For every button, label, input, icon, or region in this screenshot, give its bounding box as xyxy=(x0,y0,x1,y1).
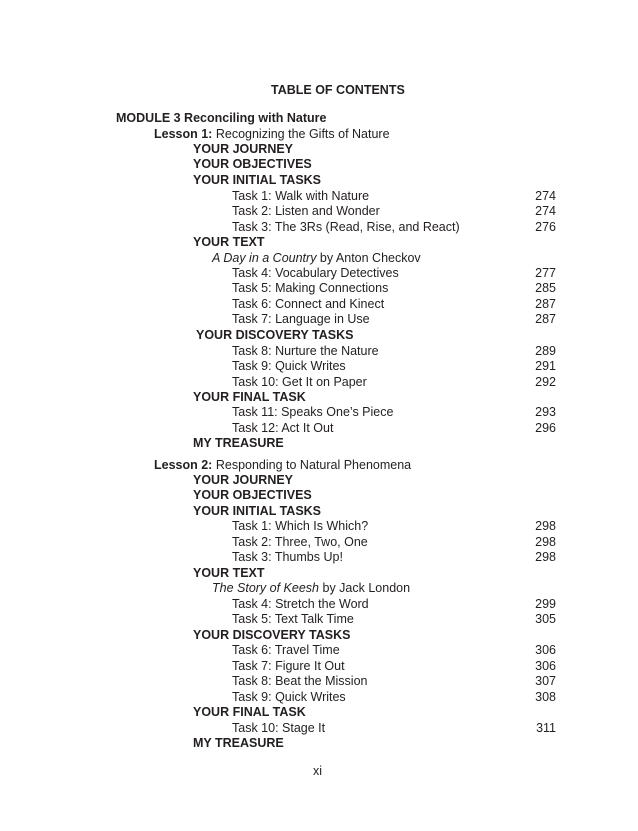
lesson-1-task-10-page: 292 xyxy=(535,375,556,389)
lesson-1-journey: YOUR JOURNEY xyxy=(193,142,294,156)
lesson-1-task-10: Task 10: Get It on Paper xyxy=(232,375,367,389)
lesson-2-your-text: YOUR TEXT xyxy=(193,566,265,580)
lesson-2-final-task: YOUR FINAL TASK xyxy=(193,705,306,719)
module-heading: MODULE 3 Reconciling with Nature xyxy=(116,111,327,125)
lesson-2-task-10-page: 311 xyxy=(536,721,556,735)
lesson-2-task-1: Task 1: Which Is Which? xyxy=(232,519,369,533)
lesson-2-discovery-tasks: YOUR DISCOVERY TASKS xyxy=(193,628,351,642)
lesson-1-task-2-page: 274 xyxy=(535,204,556,218)
lesson-2-label: Lesson 2: xyxy=(154,458,213,472)
lesson-2-task-6: Task 6: Travel Time xyxy=(232,643,340,657)
lesson-1-your-text: YOUR TEXT xyxy=(193,235,265,249)
lesson-1-task-9: Task 9: Quick Writes xyxy=(232,359,346,373)
lesson-1-task-6-page: 287 xyxy=(535,297,556,311)
lesson-1-task-6: Task 6: Connect and Kinect xyxy=(232,297,385,311)
lesson-1-task-3: Task 3: The 3Rs (Read, Rise, and React) xyxy=(232,220,460,234)
lesson-1-task-2: Task 2: Listen and Wonder xyxy=(232,204,380,218)
lesson-2-task-3-page: 298 xyxy=(535,550,556,564)
lesson-1-task-1: Task 1: Walk with Nature xyxy=(232,189,370,203)
lesson-2-task-9: Task 9: Quick Writes xyxy=(232,690,346,704)
lesson-2-task-5: Task 5: Text Talk Time xyxy=(232,612,354,626)
lesson-2-task-5-page: 305 xyxy=(535,612,556,626)
lesson-1-text-author: by Anton Checkov xyxy=(316,251,421,265)
lesson-1-label: Lesson 1: xyxy=(154,127,213,141)
lesson-2-task-9-page: 308 xyxy=(535,690,556,704)
lesson-2-text-title: The Story of Keesh xyxy=(212,581,320,595)
lesson-2-title: Responding to Natural Phenomena xyxy=(215,458,412,472)
lesson-2-task-8: Task 8: Beat the Mission xyxy=(232,674,368,688)
lesson-2-journey: YOUR JOURNEY xyxy=(193,473,294,487)
lesson-2-task-3: Task 3: Thumbs Up! xyxy=(232,550,343,564)
lesson-2-text-reference xyxy=(212,581,410,596)
lesson-1-task-9-page: 291 xyxy=(535,359,556,373)
lesson-1-discovery-tasks: YOUR DISCOVERY TASKS xyxy=(196,328,354,342)
lesson-2-my-treasure: MY TREASURE xyxy=(193,736,284,750)
lesson-2-initial-tasks: YOUR INITIAL TASKS xyxy=(193,504,322,518)
lesson-1-task-12-page: 296 xyxy=(535,421,556,435)
lesson-2-heading xyxy=(154,458,411,473)
lesson-2-task-2: Task 2: Three, Two, One xyxy=(232,535,368,549)
lesson-2-task-10: Task 10: Stage It xyxy=(232,721,326,735)
lesson-2-task-1-page: 298 xyxy=(535,519,556,533)
lesson-1-final-task: YOUR FINAL TASK xyxy=(193,390,306,404)
lesson-1-task-11: Task 11: Speaks One’s Piece xyxy=(232,405,394,419)
lesson-2-task-2-page: 298 xyxy=(535,535,556,549)
lesson-1-task-12: Task 12: Act It Out xyxy=(232,421,334,435)
lesson-2-task-6-page: 306 xyxy=(535,643,556,657)
lesson-2-task-7: Task 7: Figure It Out xyxy=(232,659,345,673)
lesson-1-task-7: Task 7: Language in Use xyxy=(232,312,370,326)
lesson-2-task-4-page: 299 xyxy=(535,597,556,611)
lesson-1-task-4-page: 277 xyxy=(535,266,556,280)
lesson-1-task-5-page: 285 xyxy=(535,281,556,295)
lesson-1-task-3-page: 276 xyxy=(535,220,556,234)
lesson-1-objectives: YOUR OBJECTIVES xyxy=(193,157,312,171)
lesson-2-text-author: by Jack London xyxy=(319,581,411,595)
lesson-1-task-8-page: 289 xyxy=(535,344,556,358)
lesson-1-task-8: Task 8: Nurture the Nature xyxy=(232,344,379,358)
lesson-2-task-7-page: 306 xyxy=(535,659,556,673)
lesson-1-initial-tasks: YOUR INITIAL TASKS xyxy=(193,173,322,187)
lesson-2-task-4: Task 4: Stretch the Word xyxy=(232,597,369,611)
lesson-2-objectives: YOUR OBJECTIVES xyxy=(193,488,312,502)
lesson-1-task-7-page: 287 xyxy=(535,312,556,326)
lesson-1-task-1-page: 274 xyxy=(535,189,556,203)
lesson-1-heading xyxy=(154,127,390,142)
lesson-1-text-title: A Day in a Country xyxy=(212,251,317,265)
lesson-1-my-treasure: MY TREASURE xyxy=(193,436,284,450)
page-number: xi xyxy=(313,764,323,778)
lesson-1-task-4: Task 4: Vocabulary Detectives xyxy=(232,266,399,280)
page-title: TABLE OF CONTENTS xyxy=(271,83,405,97)
lesson-1-title: Recognizing the Gifts of Nature xyxy=(215,127,390,141)
lesson-2-task-8-page: 307 xyxy=(535,674,556,688)
lesson-1-task-11-page: 293 xyxy=(535,405,556,419)
lesson-1-task-5: Task 5: Making Connections xyxy=(232,281,389,295)
lesson-1-text-reference xyxy=(212,251,421,266)
